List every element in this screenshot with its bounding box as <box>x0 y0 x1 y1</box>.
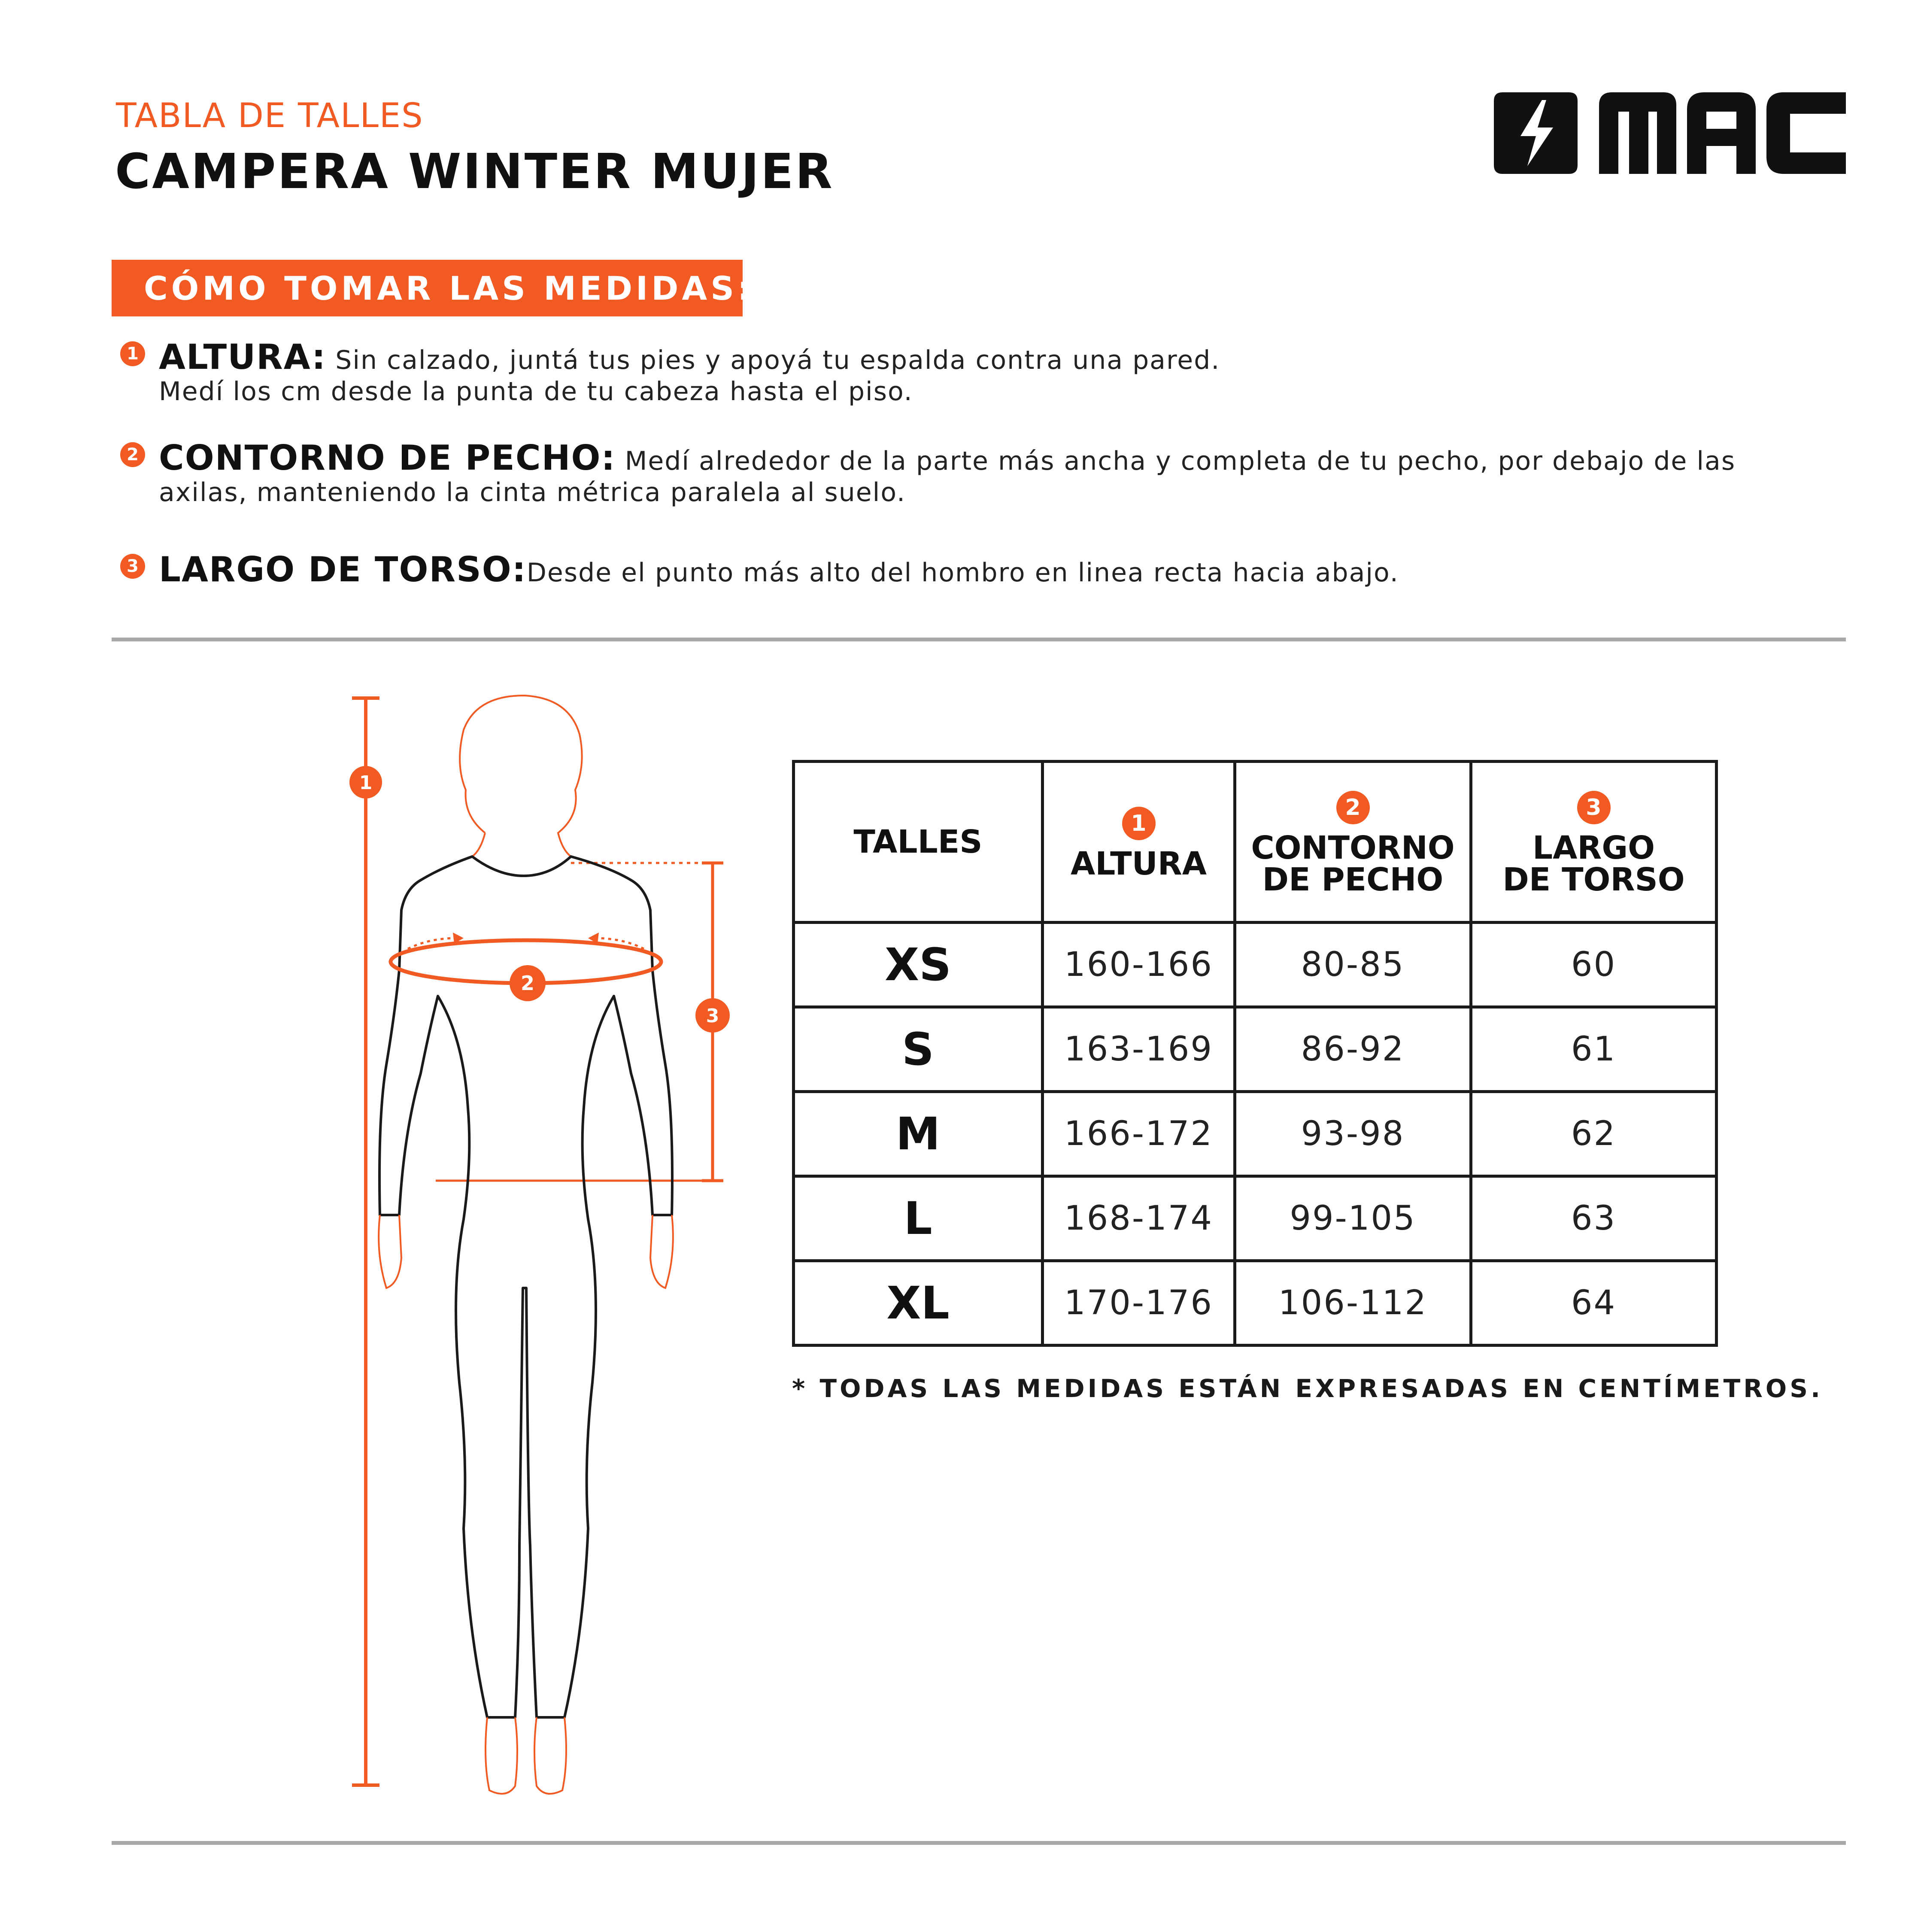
table-row <box>794 923 1717 1007</box>
instruction-label: CONTORNO DE PECHO: <box>159 438 616 478</box>
instruction-number: 3 <box>120 554 145 579</box>
altura-cell: 160-166 <box>1043 923 1235 1007</box>
head-outline <box>460 696 582 857</box>
header-number: 3 <box>1577 791 1611 824</box>
header-talles: TALLES <box>794 762 1043 923</box>
size-cell: XS <box>794 923 1043 1007</box>
table-row <box>794 1007 1717 1092</box>
svg-text:1: 1 <box>359 772 373 794</box>
size-cell: M <box>794 1092 1043 1176</box>
svg-text:2: 2 <box>520 972 535 995</box>
largo-cell: 60 <box>1471 923 1717 1007</box>
subtitle: TABLA DE TALLES <box>116 97 424 135</box>
altura-cell: 163-169 <box>1043 1007 1235 1092</box>
height-guide <box>352 698 379 1785</box>
instruction-text-continued: axilas, manteniendo la cinta métrica paralela al suelo. <box>159 477 906 507</box>
marker-1 <box>349 766 382 799</box>
table-row <box>794 1092 1717 1176</box>
svg-text:3: 3 <box>706 1005 719 1027</box>
body-measurement-figure <box>335 687 764 1820</box>
contorno-cell: 93-98 <box>1235 1092 1471 1176</box>
divider-bottom <box>112 1841 1846 1845</box>
logo-text: MAC <box>1494 92 1495 93</box>
instruction-label: LARGO DE TORSO: <box>159 550 527 589</box>
torso-guide <box>436 863 723 1181</box>
instruction-label: ALTURA: <box>159 337 327 377</box>
units-note: * TODAS LAS MEDIDAS ESTÁN EXPRESADAS EN CENTÍMETROS. <box>792 1374 1824 1403</box>
altura-cell: 170-176 <box>1043 1261 1235 1346</box>
contorno-cell: 80-85 <box>1235 923 1471 1007</box>
instruction-text-continued: Medí los cm desde la punta de tu cabeza hasta el piso. <box>159 377 913 407</box>
page-title: CAMPERA WINTER MUJER <box>115 144 834 200</box>
contorno-cell: 99-105 <box>1235 1176 1471 1261</box>
instruction-number: 1 <box>120 341 145 366</box>
mac-logo <box>1494 92 1846 174</box>
header-largo: 3 LARGO DE TORSO <box>1471 762 1717 923</box>
largo-cell: 63 <box>1471 1176 1717 1261</box>
table-row <box>794 1261 1717 1346</box>
marker-2 <box>510 965 546 1001</box>
size-cell: S <box>794 1007 1043 1092</box>
header-number: 1 <box>1122 807 1156 840</box>
altura-cell: 168-174 <box>1043 1176 1235 1261</box>
header-altura: 1 ALTURA <box>1043 762 1235 923</box>
howto-banner <box>112 260 754 316</box>
header-contorno: 2 CONTORNO DE PECHO <box>1235 762 1471 923</box>
contorno-cell: 86-92 <box>1235 1007 1471 1092</box>
size-cell: L <box>794 1176 1043 1261</box>
instruction-text: Sin calzado, juntá tus pies y apoyá tu espalda contra una pared. <box>326 345 1220 375</box>
instruction-text: Medí alrededor de la parte más ancha y completa de tu pecho, por debajo de las <box>616 446 1736 476</box>
table-row <box>794 1176 1717 1261</box>
table-header-row <box>794 762 1717 923</box>
largo-cell: 64 <box>1471 1261 1717 1346</box>
divider-top <box>112 638 1846 641</box>
altura-cell: 166-172 <box>1043 1092 1235 1176</box>
header-number: 2 <box>1336 791 1370 824</box>
instruction-text: Desde el punto más alto del hombro en linea recta hacia abajo. <box>526 558 1399 588</box>
largo-cell: 62 <box>1471 1092 1717 1176</box>
marker-3 <box>695 998 730 1033</box>
size-cell: XL <box>794 1261 1043 1346</box>
largo-cell: 61 <box>1471 1007 1717 1092</box>
contorno-cell: 106-112 <box>1235 1261 1471 1346</box>
size-table <box>792 760 1718 1347</box>
howto-banner-text: CÓMO TOMAR LAS MEDIDAS: <box>144 269 754 307</box>
instruction-number: 2 <box>120 442 145 467</box>
